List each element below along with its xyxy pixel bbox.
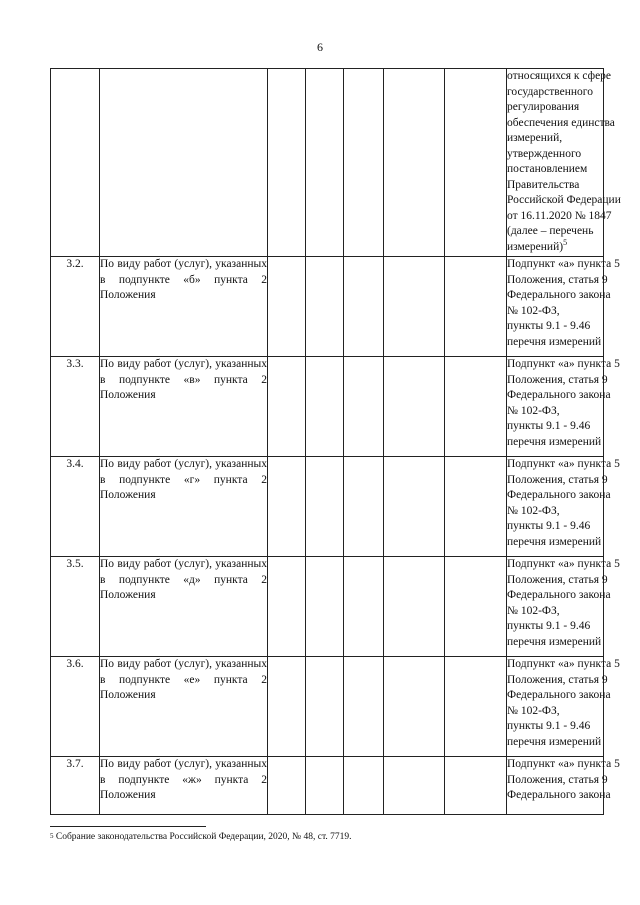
ref-line: государственного	[507, 85, 593, 98]
cell-empty	[306, 257, 344, 357]
ref-line: Правительства	[507, 178, 580, 191]
cell-empty	[384, 457, 445, 557]
ref-line: пункты 9.1 - 9.46	[507, 720, 591, 732]
table-row	[51, 69, 604, 257]
ref-line: Федерального закона	[507, 289, 611, 301]
cell-empty	[344, 257, 384, 357]
cell-legal-reference	[507, 457, 620, 557]
cell-item-number: 3.5.	[51, 557, 100, 657]
ref-line: от 16.11.2020 № 1847	[507, 209, 612, 222]
footnote-marker: 5	[563, 237, 568, 247]
ref-line: Федерального закона	[507, 389, 611, 401]
cell-empty	[344, 457, 384, 557]
cell-empty	[306, 557, 344, 657]
cell-work-description: По виду работ (услуг), указанных в подпункте «г» пункта 2 Положения	[100, 457, 268, 557]
ref-line: Подпункт «а» пункта 5	[507, 358, 620, 370]
cell-work-description: По виду работ (услуг), указанных в подпункте «ж» пункта 2 Положения	[100, 757, 268, 815]
ref-line: № 102-ФЗ,	[507, 504, 560, 517]
cell-empty	[306, 757, 344, 815]
ref-line: № 102-ФЗ,	[507, 704, 560, 717]
cell-empty	[445, 69, 507, 257]
ref-line: Положения, статья 9	[507, 473, 608, 486]
ref-line: измерений,	[507, 132, 563, 144]
cell-empty	[268, 557, 306, 657]
ref-line: постановлением	[507, 163, 588, 175]
footnote-text: Собрание законодательства Российской Федерации, 2020, № 48, ст. 7719.	[53, 832, 352, 842]
cell-legal-reference	[507, 357, 620, 457]
footnote-divider	[50, 826, 206, 827]
ref-line: пункты 9.1 - 9.46	[507, 320, 591, 332]
ref-line: перечня измерений	[507, 435, 602, 448]
ref-line: Федерального закона	[507, 689, 611, 701]
ref-line: № 102-ФЗ,	[507, 404, 560, 417]
ref-line: (далее – перечень	[507, 225, 594, 237]
cell-empty	[306, 357, 344, 457]
cell-empty	[100, 69, 268, 257]
page-number: 6	[317, 40, 323, 54]
cell-work-description: По виду работ (услуг), указанных в подпункте «д» пункта 2 Положения	[100, 557, 268, 657]
ref-line: Российской Федерации	[507, 194, 621, 206]
cell-item-number: 3.3.	[51, 357, 100, 457]
ref-line: Федерального закона	[507, 489, 611, 501]
cell-work-description: По виду работ (услуг), указанных в подпункте «б» пункта 2 Положения	[100, 257, 268, 357]
ref-line: перечня измерений	[507, 635, 602, 648]
ref-line: Федерального закона	[507, 589, 611, 601]
cell-empty	[384, 657, 445, 757]
cell-empty	[445, 757, 507, 815]
ref-line: утвержденного	[507, 147, 582, 160]
cell-empty	[268, 357, 306, 457]
ref-line: Подпункт «а» пункта 5	[507, 558, 620, 570]
cell-empty	[51, 69, 100, 257]
cell-empty	[268, 457, 306, 557]
ref-line: обеспечения единства	[507, 116, 615, 129]
cell-empty	[384, 69, 445, 257]
cell-item-number: 3.4.	[51, 457, 100, 557]
cell-legal-reference	[507, 557, 620, 657]
ref-line: № 102-ФЗ,	[507, 304, 560, 317]
cell-empty	[344, 757, 384, 815]
ref-line: перечня измерений	[507, 335, 602, 348]
cell-item-number: 3.2.	[51, 257, 100, 357]
ref-line: № 102-ФЗ,	[507, 604, 560, 617]
cell-empty	[384, 557, 445, 657]
ref-line: Положения, статья 9	[507, 573, 608, 586]
cell-empty	[306, 657, 344, 757]
cell-empty	[268, 69, 306, 257]
ref-line: Подпункт «а» пункта 5	[507, 758, 620, 770]
table-row	[51, 657, 604, 757]
ref-line	[507, 237, 603, 256]
ref-line: Положения, статья 9	[507, 273, 608, 286]
ref-line: Подпункт «а» пункта 5	[507, 658, 620, 670]
requirements-table	[50, 68, 621, 815]
ref-line-text: измерений)	[507, 240, 564, 253]
ref-line: перечня измерений	[507, 735, 602, 748]
cell-empty	[344, 657, 384, 757]
table-row	[51, 757, 604, 815]
ref-line: Подпункт «а» пункта 5	[507, 258, 620, 270]
table-row	[51, 557, 604, 657]
cell-empty	[445, 457, 507, 557]
cell-legal-reference	[507, 657, 620, 757]
cell-legal-reference	[507, 257, 620, 357]
cell-legal-reference	[507, 757, 620, 815]
ref-line: пункты 9.1 - 9.46	[507, 520, 591, 532]
cell-work-description: По виду работ (услуг), указанных в подпункте «в» пункта 2 Положения	[100, 357, 268, 457]
table-row	[51, 357, 604, 457]
cell-empty	[344, 69, 384, 257]
cell-empty	[344, 557, 384, 657]
table-row	[51, 457, 604, 557]
ref-line: Подпункт «а» пункта 5	[507, 458, 620, 470]
ref-line: Федерального закона	[507, 789, 611, 801]
ref-line: регулирования	[507, 101, 580, 113]
ref-line: пункты 9.1 - 9.46	[507, 620, 591, 632]
cell-empty	[306, 457, 344, 557]
cell-empty	[445, 557, 507, 657]
cell-item-number: 3.6.	[51, 657, 100, 757]
cell-empty	[445, 357, 507, 457]
cell-empty	[344, 357, 384, 457]
table-row	[51, 257, 604, 357]
ref-line: относящихся к сфере	[507, 70, 612, 82]
cell-empty	[384, 757, 445, 815]
cell-empty	[306, 69, 344, 257]
cell-work-description: По виду работ (услуг), указанных в подпункте «е» пункта 2 Положения	[100, 657, 268, 757]
footnote	[50, 832, 352, 842]
cell-empty	[445, 257, 507, 357]
ref-line: Положения, статья 9	[507, 673, 608, 686]
cell-item-number: 3.7.	[51, 757, 100, 815]
cell-empty	[268, 757, 306, 815]
ref-line: пункты 9.1 - 9.46	[507, 420, 591, 432]
ref-line: Положения, статья 9	[507, 773, 608, 786]
cell-legal-reference	[507, 69, 621, 257]
ref-line: Положения, статья 9	[507, 373, 608, 386]
cell-empty	[445, 657, 507, 757]
ref-line: перечня измерений	[507, 535, 602, 548]
cell-empty	[384, 257, 445, 357]
cell-empty	[268, 657, 306, 757]
cell-empty	[384, 357, 445, 457]
footnote-mark: 5	[50, 832, 54, 840]
cell-empty	[268, 257, 306, 357]
